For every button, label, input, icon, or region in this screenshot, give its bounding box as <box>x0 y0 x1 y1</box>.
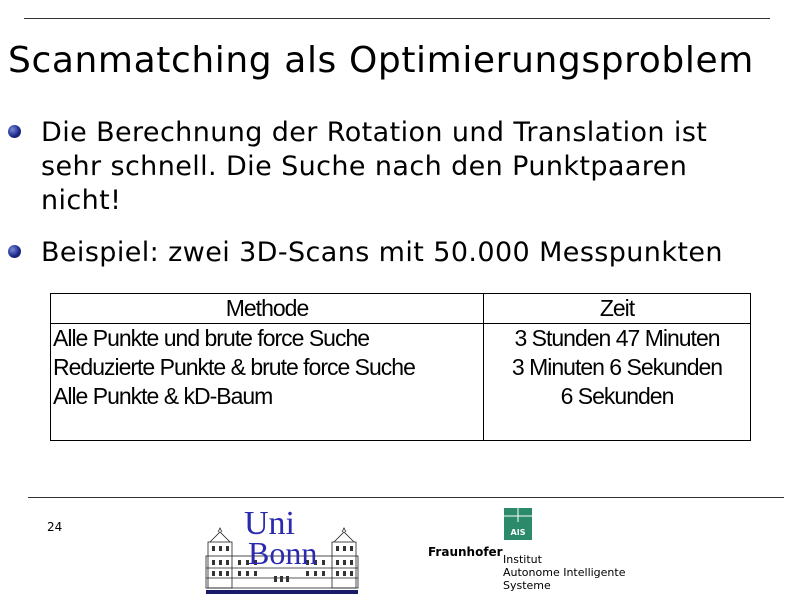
top-rule <box>24 18 770 19</box>
fraunhofer-ais-icon <box>504 508 532 540</box>
slide-title: Scanmatching als Optimierungsproblem <box>8 40 754 81</box>
bullet-line: Beispiel: zwei 3D-Scans mit 50.000 Messpunkten <box>41 237 723 268</box>
svg-text:Uni: Uni <box>244 505 295 542</box>
bullet-dot-icon <box>8 245 21 258</box>
bullet-item <box>8 236 768 270</box>
table-header-time: Zeit <box>484 294 751 324</box>
table-cell-time: 3 Minuten 6 Sekunden <box>511 354 723 380</box>
table-filler-row <box>51 411 751 441</box>
table-cell-time: 3 Stunden 47 Minuten <box>514 325 720 351</box>
bullet-line: sehr schnell. Die Suche nach den Punktpaaren <box>41 151 688 182</box>
table-cell-method: Alle Punkte & kD-Baum <box>51 382 484 411</box>
bullet-line: nicht! <box>41 185 122 216</box>
page-number: 24 <box>47 520 63 534</box>
table-cell-time: 6 Sekunden <box>560 383 674 409</box>
bullet-item <box>8 116 768 218</box>
table-row <box>51 353 751 382</box>
table-cell-method: Reduzierte Punkte & brute force Suche <box>51 353 484 382</box>
uni-bonn-logo <box>202 502 362 596</box>
table-header-method: Methode <box>51 294 484 324</box>
bottom-rule <box>28 497 784 498</box>
comparison-table <box>50 293 751 441</box>
bullet-line: Die Berechnung der Rotation und Translation ist <box>41 117 708 148</box>
bullet-list <box>8 116 768 270</box>
fraunhofer-institute: Institut Autonome Intelligente Systeme <box>503 553 626 592</box>
svg-text:AIS: AIS <box>510 528 526 537</box>
fraunhofer-name: Fraunhofer <box>428 545 503 559</box>
table-row <box>51 324 751 354</box>
fraunhofer-logo <box>428 506 638 596</box>
bullet-dot-icon <box>8 125 21 138</box>
svg-text:Bonn: Bonn <box>248 535 318 571</box>
table-cell-method: Alle Punkte und brute force Suche <box>51 324 484 354</box>
table-row <box>51 382 751 411</box>
table-header-row <box>51 294 751 324</box>
